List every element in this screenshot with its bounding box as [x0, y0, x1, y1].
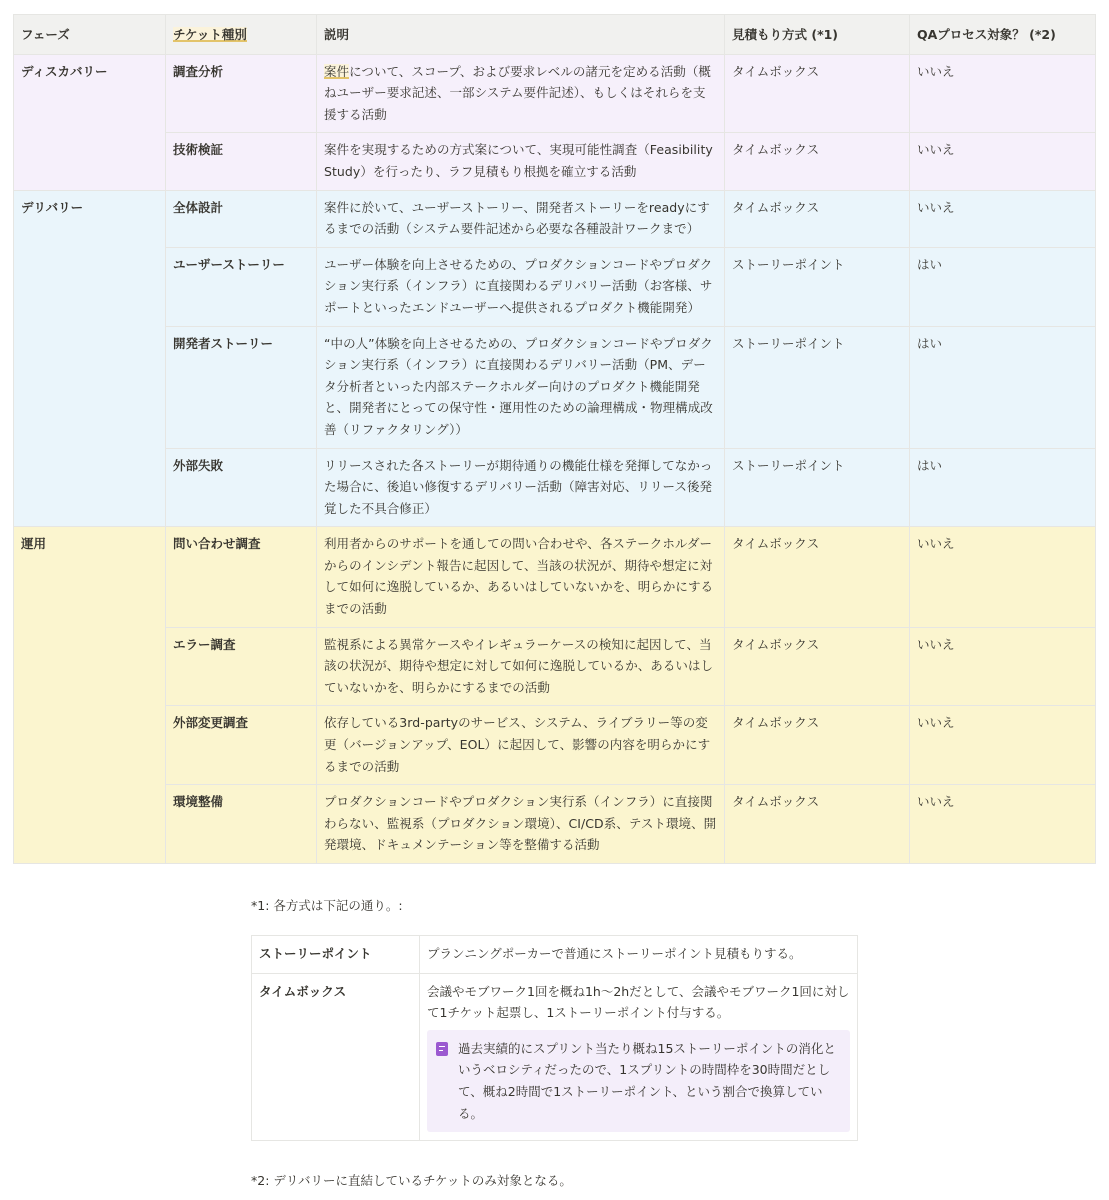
table-row: [14, 190, 1096, 247]
definition-timebox-cell: [420, 973, 858, 1141]
phase-discovery: ディスカバリー: [14, 54, 166, 190]
table-row: [14, 448, 1096, 527]
description: “中の人”体験を向上させるための、プロダクションコードやプロダクション実行系（インフラ）に直接関わるデリバリー活動（PM、データ分析者といった内部ステークホルダー向けのプロダクト機能開発と、開発者にとっての保守性・運用性のための論理構成・物理構成改善（リファクタリング））: [317, 326, 725, 448]
callout-text: 過去実績的にスプリント当たり概ね15ストーリーポイントの消化というベロシティだったので、1スプリントの時間枠を30時間だとして、概ね2時間で1ストーリーポイント、という割合で換算している。: [458, 1040, 836, 1121]
qa-target: いいえ: [910, 133, 1096, 190]
ticket-type: 技術検証: [166, 133, 317, 190]
header-ticket-type: [166, 15, 317, 55]
highlighted-word: 案件: [324, 63, 350, 79]
qa-target: はい: [910, 448, 1096, 527]
callout-block: [427, 1030, 850, 1132]
qa-target: いいえ: [910, 527, 1096, 627]
description: 依存している3rd-partyのサービス、システム、ライブラリー等の変更（バージョンアップ、EOL）に起因して、影響の内容を明らかにするまでの活動: [317, 706, 725, 785]
qa-target: はい: [910, 247, 1096, 326]
estimate: ストーリーポイント: [725, 247, 910, 326]
term-story-point: ストーリーポイント: [252, 936, 420, 974]
table-row: [14, 326, 1096, 448]
definition-timebox: 会議やモブワーク1回を概ね1h〜2hだとして、会議やモブワーク1回に対して1チケット起票し、1ストーリーポイント付与する。: [427, 983, 850, 1021]
header-estimate: 見積もり方式 (*1): [725, 15, 910, 55]
ticket-type: 外部失敗: [166, 448, 317, 527]
ticket-type: 環境整備: [166, 785, 317, 864]
estimate: タイムボックス: [725, 627, 910, 706]
note-icon: [436, 1042, 448, 1056]
header-qa: QAプロセス対象？ (*2): [910, 15, 1096, 55]
estimate: タイムボックス: [725, 785, 910, 864]
table-row: [252, 936, 858, 974]
description: 案件を実現するための方式案について、実現可能性調査（Feasibility Study）を行ったり、ラフ見積もり根拠を確立する活動: [317, 133, 725, 190]
header-description: 説明: [317, 15, 725, 55]
qa-target: いいえ: [910, 54, 1096, 133]
estimate: タイムボックス: [725, 133, 910, 190]
estimate: ストーリーポイント: [725, 326, 910, 448]
qa-target: いいえ: [910, 706, 1096, 785]
description: 案件に於いて、ユーザーストーリー、開発者ストーリーをreadyにするまでの活動（システム要件記述から必要な各種設計ワークまで）: [317, 190, 725, 247]
estimate: タイムボックス: [725, 706, 910, 785]
description: [317, 54, 725, 133]
header-phase: フェーズ: [14, 15, 166, 55]
estimate-method-table: [251, 935, 858, 1141]
table-row: [14, 247, 1096, 326]
description: ユーザー体験を向上させるための、プロダクションコードやプロダクション実行系（インフラ）に直接関わるデリバリー活動（お客様、サポートといったエンドユーザーへ提供されるプロダクト機能開発）: [317, 247, 725, 326]
description: リリースされた各ストーリーが期待通りの機能仕様を発揮してなかった場合に、後追い修復するデリバリー活動（障害対応、リリース後発覚した不具合修正）: [317, 448, 725, 527]
estimate: タイムボックス: [725, 54, 910, 133]
phase-delivery: デリバリー: [14, 190, 166, 527]
qa-target: いいえ: [910, 785, 1096, 864]
table-row: [14, 627, 1096, 706]
estimate: タイムボックス: [725, 527, 910, 627]
term-timebox: タイムボックス: [252, 973, 420, 1141]
header-row: [14, 15, 1096, 55]
ticket-type: 調査分析: [166, 54, 317, 133]
footnote-2: *2: デリバリーに直結しているチケットのみ対象となる。: [251, 1173, 572, 1188]
ticket-type: ユーザーストーリー: [166, 247, 317, 326]
phase-ops: 運用: [14, 527, 166, 864]
qa-target: はい: [910, 326, 1096, 448]
description-text: について、スコープ、および要求レベルの諸元を定める活動（概ねユーザー要求記述、一部システム要件記述）、もしくはそれらを支援する活動: [324, 63, 711, 122]
qa-target: いいえ: [910, 627, 1096, 706]
qa-target: いいえ: [910, 190, 1096, 247]
ticket-type: エラー調査: [166, 627, 317, 706]
header-ticket-type-label: チケット種別: [173, 27, 247, 42]
table-row: [14, 706, 1096, 785]
ticket-type-table: [13, 14, 1096, 864]
estimate: ストーリーポイント: [725, 448, 910, 527]
definition-story-point: プランニングポーカーで普通にストーリーポイント見積もりする。: [420, 936, 858, 974]
description: 監視系による異常ケースやイレギュラーケースの検知に起因して、当該の状況が、期待や想定に対して如何に逸脱しているか、あるいはしていないかを、明らかにするまでの活動: [317, 627, 725, 706]
table-row: [252, 973, 858, 1141]
table-row: [14, 133, 1096, 190]
description: 利用者からのサポートを通しての問い合わせや、各ステークホルダーからのインシデント報告に起因して、当該の状況が、期待や想定に対して如何に逸脱しているか、あるいはしていないかを、明らかにするまでの活動: [317, 527, 725, 627]
ticket-type: 開発者ストーリー: [166, 326, 317, 448]
footnote-1: *1: 各方式は下記の通り。:: [251, 898, 403, 913]
estimate: タイムボックス: [725, 190, 910, 247]
ticket-type: 問い合わせ調査: [166, 527, 317, 627]
ticket-type: 外部変更調査: [166, 706, 317, 785]
table-row: [14, 785, 1096, 864]
ticket-type: 全体設計: [166, 190, 317, 247]
description: プロダクションコードやプロダクション実行系（インフラ）に直接関わらない、監視系（プロダクション環境）、CI/CD系、テスト環境、開発環境、ドキュメンテーション等を整備する活動: [317, 785, 725, 864]
table-row: [14, 527, 1096, 627]
table-row: [14, 54, 1096, 133]
